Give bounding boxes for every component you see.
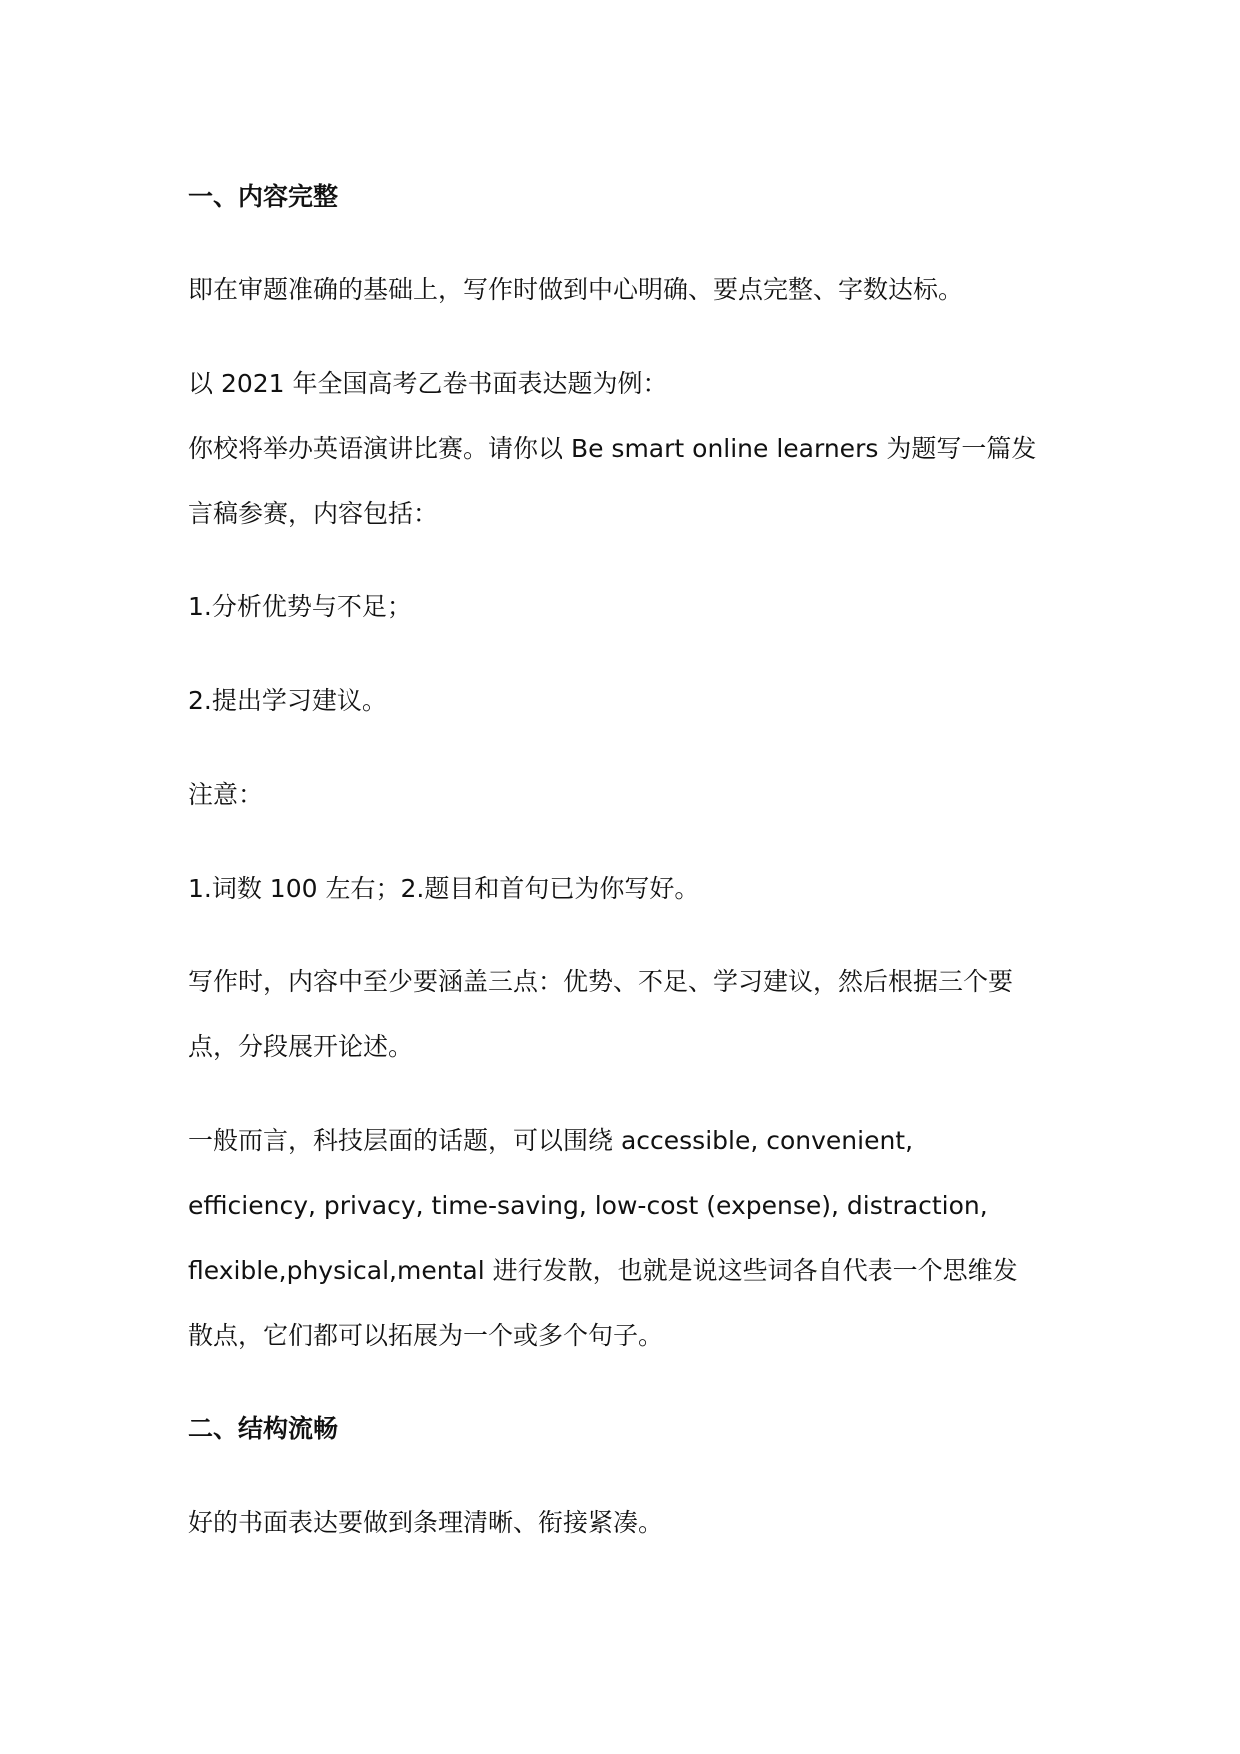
tech-line-4: 散点，它们都可以拓展为一个或多个句子。 bbox=[188, 1321, 664, 1350]
section-heading-content-complete: 一、内容完整 bbox=[188, 182, 339, 211]
analysis-line-2: 点，分段展开论述。 bbox=[188, 1032, 414, 1061]
prompt-line-2: 言稿参赛，内容包括： bbox=[188, 499, 439, 528]
analysis-line-1: 写作时，内容中至少要涵盖三点：优势、不足、学习建议，然后根据三个要 bbox=[188, 967, 1014, 996]
note-label: 注意： bbox=[188, 780, 264, 809]
prompt-item-1: 1.分析优势与不足； bbox=[188, 592, 412, 621]
tech-line-3: flexible,physical,mental 进行发散，也就是说这些词各自代表一个思维发 bbox=[188, 1256, 1018, 1285]
tech-line-1: 一般而言，科技层面的话题，可以围绕 accessible, convenient, bbox=[188, 1126, 914, 1155]
example-intro: 以 2021 年全国高考乙卷书面表达题为例： bbox=[188, 369, 668, 398]
section-heading-structure-fluent: 二、结构流畅 bbox=[188, 1414, 339, 1443]
prompt-item-2: 2.提出学习建议。 bbox=[188, 686, 387, 715]
note-text: 1.词数 100 左右；2.题目和首句已为你写好。 bbox=[188, 874, 700, 903]
prompt-line-1: 你校将举办英语演讲比赛。请你以 Be smart online learners 为题写一篇发 bbox=[188, 434, 1037, 463]
section1-intro: 即在审题准确的基础上，写作时做到中心明确、要点完整、字数达标。 bbox=[188, 275, 964, 304]
tech-line-2: efficiency, privacy, time-saving, low-cost (expense), distraction, bbox=[188, 1191, 988, 1220]
section2-intro: 好的书面表达要做到条理清晰、衔接紧凑。 bbox=[188, 1508, 664, 1537]
